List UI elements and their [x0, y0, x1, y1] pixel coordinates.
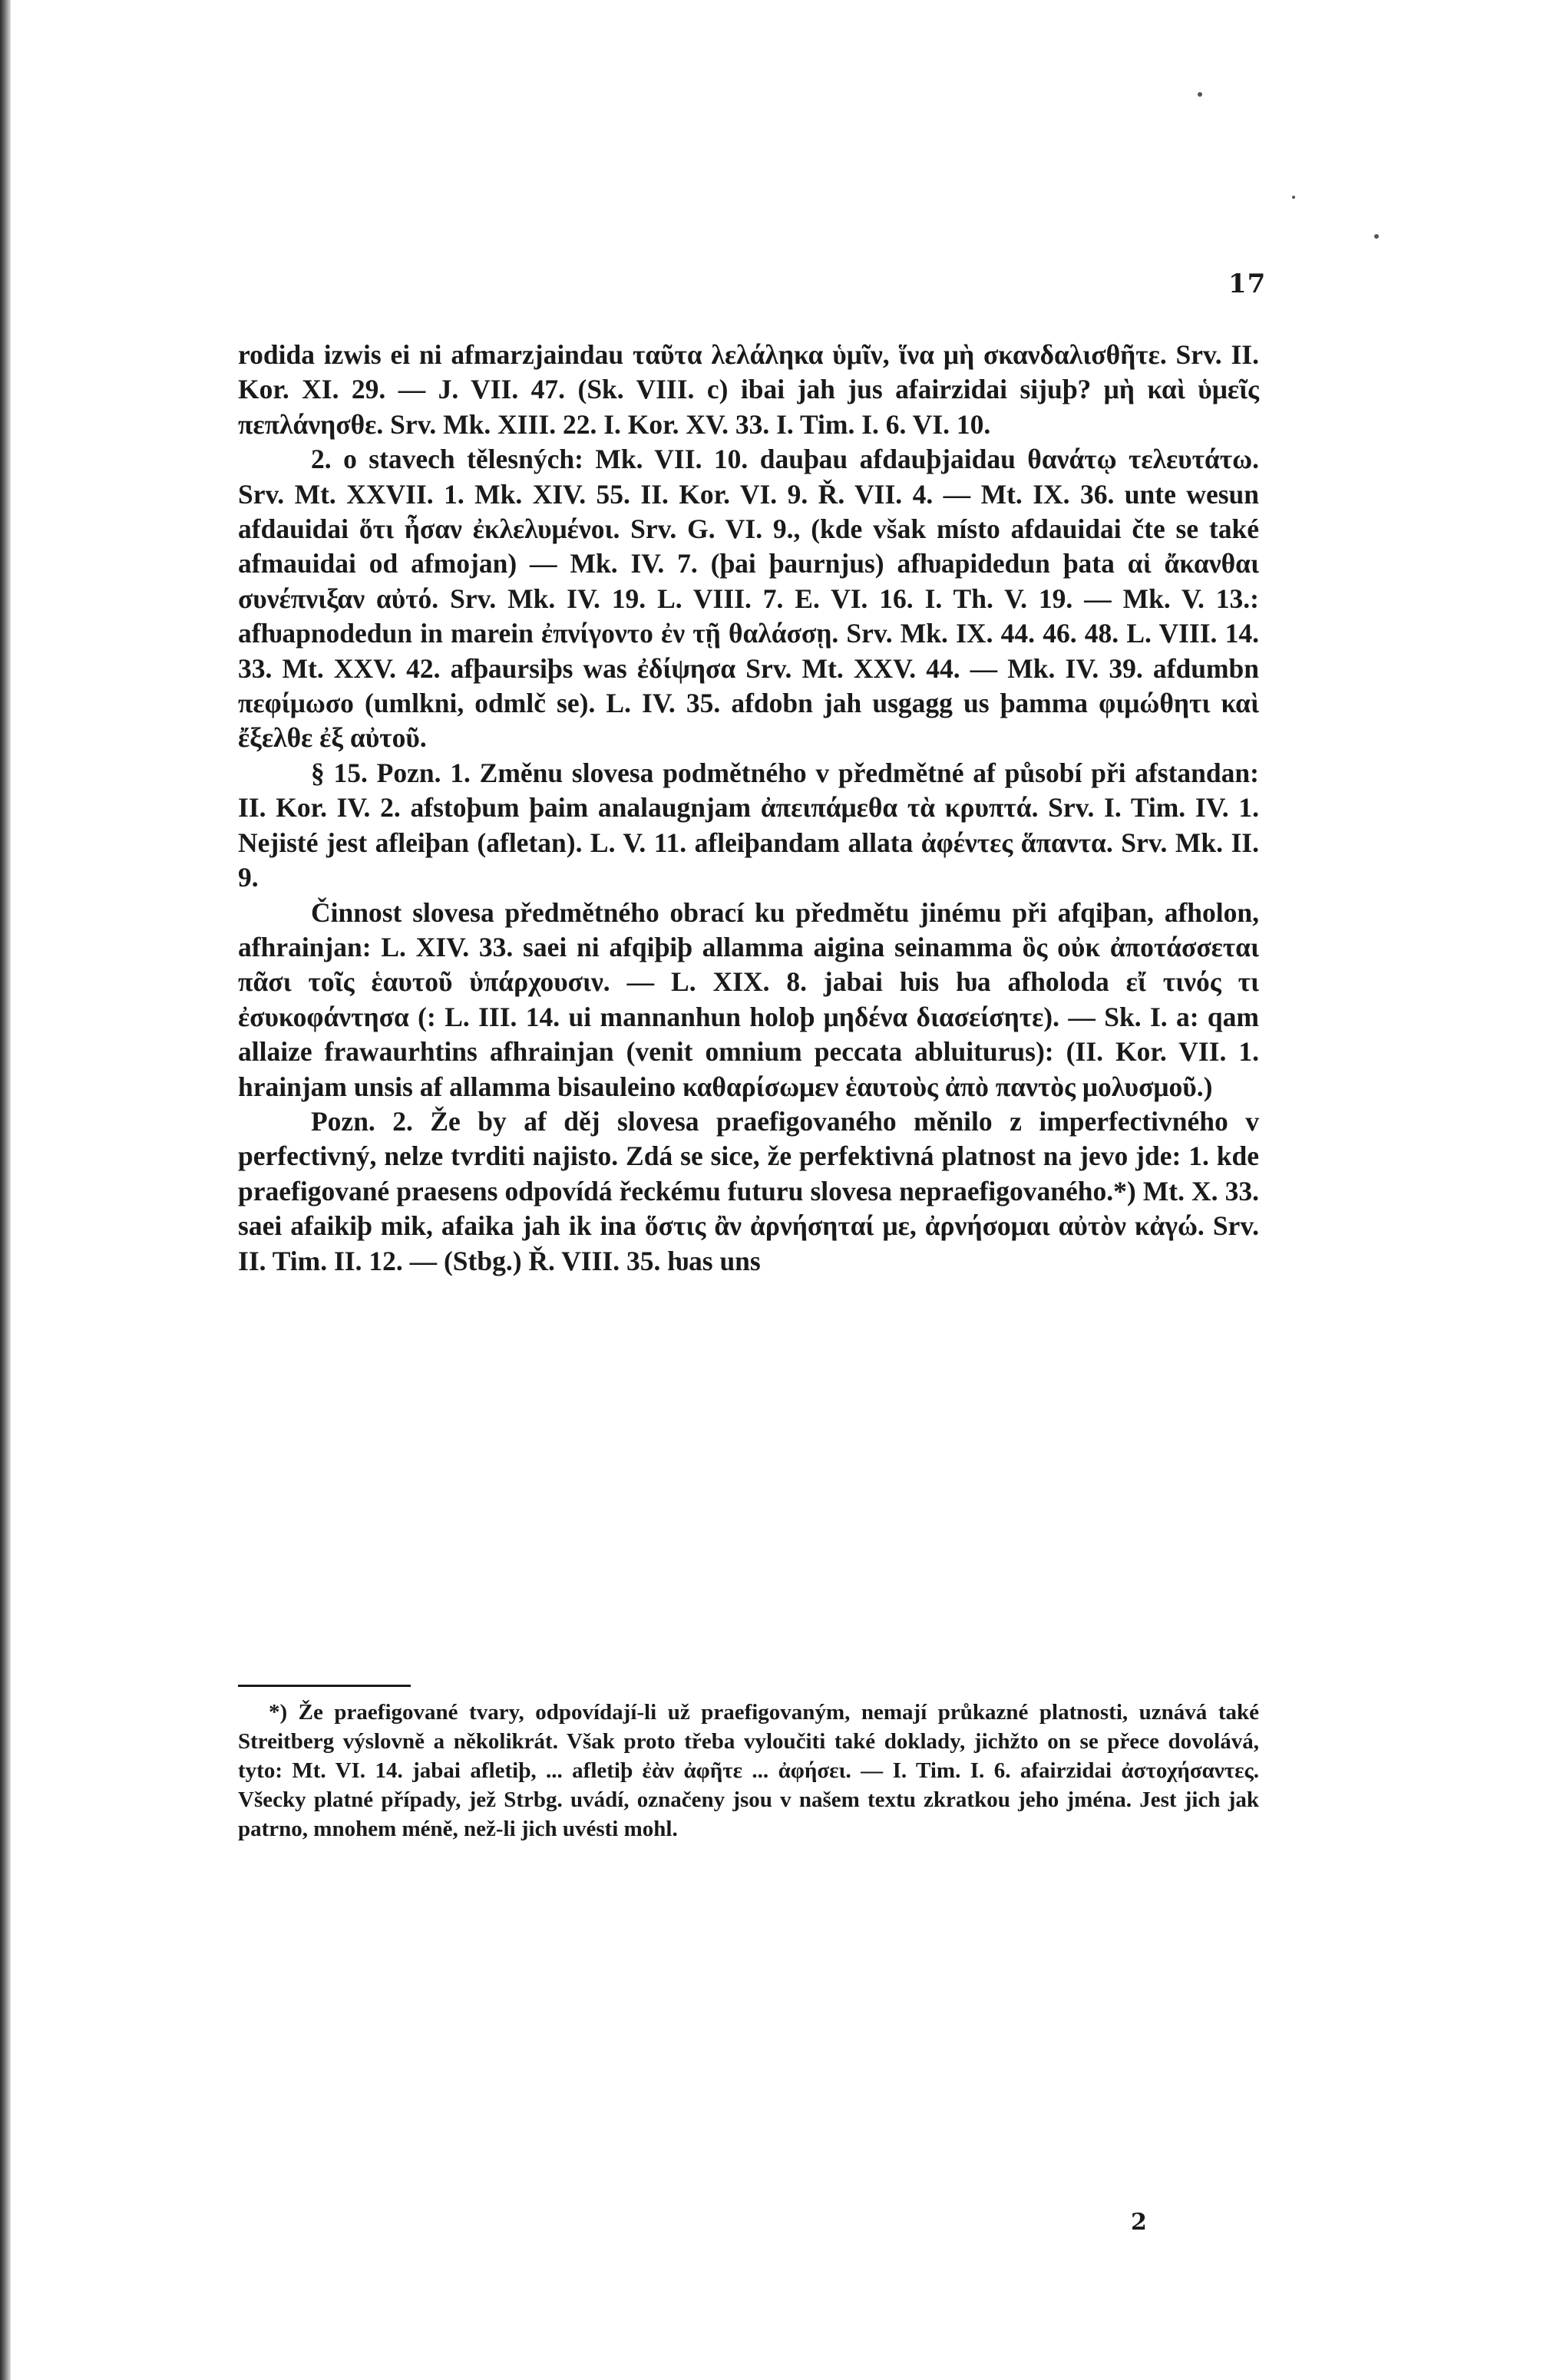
footnote-text: *) Že praefigované tvary, odpovídají-li už praefigovaným, nemají průkazné platnosti, uznává také Streitberg výslovně a několikrát. Však proto třeba vyloučiti také doklady, jichžto on se přece dovolává, tyto: Mt. VI. 14. jabai afletiþ, ... afletiþ ἐὰν ἀφῆτε ... ἀφήσει. — I. Tim. I. 6. afairzidai ἀστοχήσαντες. Všecky platné případy, jež Strbg. uvádí, označeny jsou v našem textu zkratkou jeho jména. Jest jich jak patrno, mnohem méně, než-li jich uvésti mohl.: [238, 1700, 1259, 1841]
section-paragraph: § 15. Pozn. 1. Změnu slovesa podmětného v předmětné af působí při afstandan: II. Kor. IV. 2. afstoþum þaim analaugnjam ἀπειπάμεθα τὰ κρυπτά. Srv. I. Tim. IV. 1. Nejisté jest afleiþan (afletan). L. V. 11. afleiþandam allata ἀφέντες ἅπαντα. Srv. Mk. II. 9.: [238, 757, 1259, 893]
page-number: 17: [1228, 269, 1267, 299]
footnote-separator: [238, 1685, 411, 1687]
page-scan-edge: [0, 0, 11, 2380]
printer-signature-mark: 2: [1131, 2209, 1147, 2236]
paragraph: Činnost slovesa předmětného obrací ku předmětu jinému při afqiþan, afholon, afhrainjan: L. XIV. 33. saei ni afqiþiþ allamma aigina seinamma ὃς οὐκ ἀποτάσσεται πᾶσι τοῖς ἑαυτοῦ ὑπάρχουσιν. — L. XIX. 8. jabai ƕis ƕa afholoda εἴ τινός τι ἐσυκοφάντησα (: L. III. 14. ui mannanhun holoþ μηδένα διασείσητε). — Sk. I. a: qam allaize frawaurhtins afhrainjan (venit omnium peccata abluiturus): (II. Kor. VII. 1. hrainjam unsis af allamma bisauleino καθαρίσωμεν ἑαυτοὺς ἀπὸ παντὸς μολυσμοῦ.): [238, 896, 1259, 1102]
paragraph: rodida izwis ei ni afmarzjaindau ταῦτα λελάληκα ὑμῖν, ἵνα μὴ σκανδαλισθῆτε. Srv. II. Kor. XI. 29. — J. VII. 47. (Sk. VIII. c) ibai jah jus afairzidai sijuþ? μὴ καὶ ὑμεῖς πεπλάνησθε. Srv. Mk. XIII. 22. I. Kor. XV. 33. I. Tim. I. 6. VI. 10.: [238, 339, 1259, 440]
main-text: [238, 338, 1259, 1279]
scan-speck: [1292, 196, 1295, 199]
paragraph: 2. o stavech tělesných: Mk. VII. 10. dauþau afdauþjaidau θανάτῳ τελευτάτω. Srv. Mt. XXVII. 1. Mk. XIV. 55. II. Kor. VI. 9. Ř. VII. 4. — Mt. IX. 36. unte wesun afdauidai ὅτι ἦσαν ἐκλελυμένοι. Srv. G. VI. 9., (kde však místo afdauidai čte se také afmauidai od afmojan) — Mk. IV. 7. (þai þaurnjus) afƕapidedun þata αἱ ἄκανθαι συνέπνιξαν αὐτό. Srv. Mk. IV. 19. L. VIII. 7. E. VI. 16. I. Th. V. 19. — Mk. V. 13.: afƕapnodedun in marein ἐπνίγοντο ἐν τῇ θαλάσσῃ. Srv. Mk. IX. 44. 46. 48. L. VIII. 14. 33. Mt. XXV. 42. afþaursiþs was ἐδίψησα Srv. Mt. XXV. 44. — Mk. IV. 39. afdumbn πεφίμωσο (umlkni, odmlč se). L. IV. 35. afdobn jah usgagg us þamma φιμώθητι καὶ ἔξελθε ἐξ αὐτοῦ.: [238, 444, 1259, 754]
footnote: [238, 1698, 1259, 1844]
paragraph: Pozn. 2. Že by af děj slovesa praefigovaného měnilo z imperfectivného v perfectivný, nelze tvrditi najisto. Zdá se sice, že perfektivná platnost na jevo jde: 1. kde praefigované praesens odpovídá řeckému futuru slovesa nepraefigovaného.*) Mt. X. 33. saei afaikiþ mik, afaika jah ik ina ὅστις ἂν ἀρνήσηταί με, ἀρνήσομαι αὐτὸν κἀγώ. Srv. II. Tim. II. 12. — (Stbg.) Ř. VIII. 35. ƕas uns: [238, 1105, 1259, 1276]
scan-speck: [1374, 234, 1379, 239]
scan-speck: [1198, 92, 1202, 97]
